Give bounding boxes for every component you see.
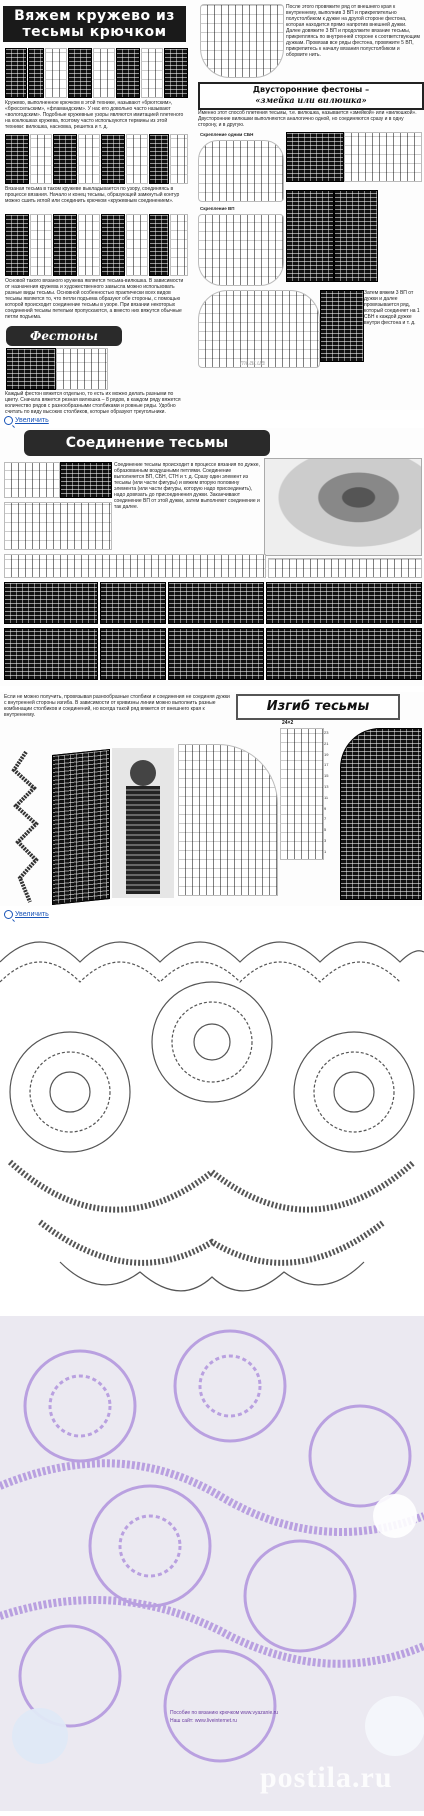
- row-number: 7: [324, 816, 327, 822]
- scheme-medallion: [194, 1024, 230, 1060]
- magazine-page-2: [0, 428, 424, 686]
- join-heading-text: Соединение тесьмы: [65, 435, 229, 451]
- scheme-scallop: [0, 962, 400, 982]
- join-sample: [4, 582, 98, 624]
- lace-sample: [68, 48, 92, 98]
- join-paragraph: Соединение тесьмы происходит в процессе вязания по дужке, образованным воздушными петлями. Соединение выполняется ВП, СБН, СТН и т. д. Сразу один элемент из тесьмы (или части фигуры) и вяжем вторую половину элемента (или части фигуры, которую надо присоединить), надо довязать до присоединения дужки. Заканчивают соединение ВП от этой дужки, затем выполняют соединение и так далее.: [114, 462, 260, 510]
- watermark-small: mi.at.ua: [240, 360, 265, 367]
- chain-join-diagram: [198, 214, 284, 286]
- bend-sample: [52, 749, 110, 905]
- bend-scarf-sample: [340, 728, 422, 900]
- join-row-diagram: [268, 558, 422, 578]
- chain-join-sample-2: [334, 190, 378, 282]
- scheme-braid: [40, 1222, 384, 1263]
- right-paragraph: После этого провяжите ряд от внешнего края к внутреннему, выполнив 3 ВП и прикрепительно полустолбиком к дужке на другой стороне фестона, которая находится прямо напротив внешней дужки. Далее довяжите 3 ВП и продолжите вязание тесьмы, прикрепляясь по внутренней стороне к соответствующим дужкам. Провязав все ряды фестона, провяжите 5 ВП, прикрепитесь к началу вязания полустолбиком и оборвите нить.: [286, 4, 420, 58]
- lace-sample: [101, 134, 125, 184]
- enlarge-link-text[interactable]: Увеличить: [15, 911, 49, 918]
- double-festoon-heading-line1: Двусторонние фестоны –: [252, 85, 370, 94]
- bend-heading-text: Изгиб тесьмы: [266, 699, 370, 714]
- scheme-scallop: [60, 1262, 364, 1291]
- paragraph-3: Основой такого вязаного кружева является тесьма-вилюшка. В зависимости от назначения кружева и художественного замысла можно использовать разные виды тесьмы. Основной особенностью практически всех видов тесьмы является то, что петли подъема образуют обе стороны, с помощью которой происходит соединение тесьмы в узоре. При вязании некоторых соединений тесьмы петельки пропускаются, а вместо них вяжутся обычные петли подъема.: [5, 278, 184, 320]
- intro-paragraph: Кружево, выполненное крючком в этой технике, называют «брюггским», «брюссельским», «фламандским». У нас его довольно часто называют «вологодским». Подобные кружевные узоры являются имитацией плетеного на коклюшках кружева, поэтому часто используются термины из этой техники: вилюшка, насновка, решетка и т. д.: [5, 100, 184, 130]
- join-sample: [168, 628, 264, 680]
- double-festoon-sample: [286, 132, 344, 182]
- crochet-diagram: [170, 134, 188, 184]
- label-vp: Скрепление ВП: [200, 206, 235, 211]
- crochet-diagram: [170, 214, 188, 276]
- row-number: 17: [324, 762, 329, 768]
- row-numbers: [324, 728, 334, 858]
- bend-scheme: [280, 728, 324, 860]
- join-sample: [168, 582, 264, 624]
- join-row-diagram: [4, 502, 112, 550]
- page-title-text: Вяжем кружево из тесьмы крючком: [14, 8, 175, 40]
- rose: [12, 1708, 68, 1764]
- festoon-diagram-large: [200, 4, 284, 78]
- crochet-diagram: [45, 48, 67, 98]
- lace-sample: [53, 214, 77, 276]
- row-number: 15: [324, 773, 329, 779]
- crochet-diagram: [93, 48, 115, 98]
- lace-sample: [5, 134, 29, 184]
- scheme-braid: [10, 1162, 414, 1210]
- festoon-diagram: [56, 348, 108, 390]
- crochet-diagram: [78, 214, 100, 276]
- scheme-medallion: [10, 1032, 130, 1152]
- postila-watermark: postila.ru: [260, 1761, 393, 1794]
- double-festoon-heading: [198, 82, 424, 110]
- chain-join-sample: [286, 190, 334, 282]
- closing-paragraph: Затем вяжем 3 ВП от дужки и далее провязывается ряд, который соединяет на 1 СБН к каждой дужке внутри фестона и т. д.: [364, 290, 420, 326]
- row-number: 11: [324, 794, 329, 800]
- paragraph-2: Вязаная тесьма в таком кружеве выкладывается по узору, соединяясь в процессе вязания. Начало и конец тесьмы, образующей замкнутый контур можно сшить иглой или соединить крючком «кружевным соединением».: [5, 186, 180, 204]
- join-diagram: [4, 462, 60, 498]
- scheme-medallion: [294, 1032, 414, 1152]
- scheme-medallion: [334, 1072, 374, 1112]
- scheme-medallion: [314, 1052, 394, 1132]
- magazine-page-3: [0, 692, 424, 906]
- magnifier-icon: [4, 416, 13, 425]
- crochet-diagram: [78, 134, 100, 184]
- join-row-diagram: [4, 554, 266, 578]
- join-heading: [24, 430, 270, 456]
- magazine-page-1: [0, 0, 424, 415]
- bend-diagram-zigzag: [6, 752, 46, 902]
- page-title: [3, 6, 186, 42]
- lace-sample: [164, 48, 188, 98]
- lace-scheme-drawing: [0, 922, 424, 1310]
- join-sample: [100, 628, 166, 680]
- row-number: 23: [324, 730, 329, 735]
- scheme-medallion: [172, 1002, 252, 1082]
- lace-sample: [5, 48, 27, 98]
- rose: [365, 1696, 424, 1756]
- crochet-diagram: [30, 134, 52, 184]
- lilac-lace: [0, 1316, 424, 1811]
- scheme-medallion: [30, 1052, 110, 1132]
- label-sbn: Скрепление одним СБН: [200, 132, 254, 137]
- lace-sample: [149, 134, 169, 184]
- scheme-medallion: [50, 1072, 90, 1112]
- crochet-diagram: [30, 214, 52, 276]
- row-number: 5: [324, 827, 327, 833]
- festoon-heading: [6, 326, 122, 346]
- join-sample: [60, 462, 112, 498]
- lace-sample: [28, 48, 44, 98]
- row-number: 9: [324, 805, 327, 811]
- lace-sample: [101, 214, 125, 276]
- join-sample: [4, 628, 98, 680]
- dress-figure: [130, 760, 156, 786]
- lace-sample: [5, 214, 29, 276]
- crochet-diagram: [126, 134, 148, 184]
- join-sample: [266, 628, 422, 680]
- magnifier-icon: [4, 910, 13, 919]
- crochet-diagram: [141, 48, 163, 98]
- scheme-scallop: [0, 942, 424, 962]
- bend-intro: Если не можно получить, провязывая разнообразные столбики и соединения не соединяя дужки с внутренней стороны изгиба. В зависимости от кривизны линии можно выполнить разные комбинации столбиков и соединений, но всегда такой ряд вяжется от внешнего края к внутреннему.: [4, 694, 230, 718]
- enlarge-link-text[interactable]: Увеличить: [15, 417, 49, 424]
- festoon-paragraph: Каждый фестон вяжется отдельно, то есть их можно делать разными по цвету. Сначала вяжется резная вилюшка – 8 рядов, в каждом ряду вяжется количество рядов с разнообразными столбиками и ровные ряды. Удобно считать по виду высоких столбиков, которые образуют треугольники.: [5, 391, 181, 415]
- crochet-diagram: [126, 214, 148, 276]
- row-number: 3: [324, 837, 327, 843]
- double-festoon-diagram: [198, 140, 284, 202]
- row-number: 13: [324, 783, 329, 789]
- shawl-photo: [264, 458, 422, 556]
- bend-heading: [236, 694, 400, 720]
- double-festoon-paragraph: Именно этот способ плетения тесьмы, т.е. вилюшка, называется «змейкой» или «вилюшкой». Двусторонние вилюшки выполняются аналогично одной, но соединяются сразу и в одну сторону, и в другую.: [198, 110, 417, 128]
- double-festoon-heading-line2: «змейка или вилюшка»: [255, 95, 367, 105]
- join-sample: [266, 582, 422, 624]
- large-festoon-sample: [320, 290, 364, 362]
- rose: [373, 1494, 417, 1538]
- large-festoon-diagram: [198, 290, 320, 368]
- model-photo: [112, 748, 174, 898]
- festoon-sample: [6, 348, 56, 390]
- photo-credit-2: Наш сайт: www.liveinternet.ru: [170, 1718, 237, 1724]
- lace-sample: [53, 134, 77, 184]
- scheme-label: 24×2: [282, 720, 294, 726]
- bend-diagram-curve: [178, 744, 278, 896]
- enlarge-link[interactable]: [4, 910, 49, 919]
- scheme-medallion: [152, 982, 272, 1102]
- photo-credit-1: Пособие по вязанию крючком www.vyazanie.ru: [170, 1710, 279, 1716]
- double-festoon-diagram-2: [344, 132, 422, 182]
- dress-body: [126, 786, 160, 894]
- row-number: 19: [324, 751, 329, 757]
- enlarge-link[interactable]: [4, 416, 49, 425]
- lace-sample: [149, 214, 169, 276]
- lace-photo: [0, 1316, 424, 1811]
- row-number: 21: [324, 740, 329, 746]
- join-sample: [100, 582, 166, 624]
- row-number: 1: [324, 848, 327, 854]
- lace-sample: [116, 48, 140, 98]
- festoon-heading-text: Фестоны: [30, 329, 98, 343]
